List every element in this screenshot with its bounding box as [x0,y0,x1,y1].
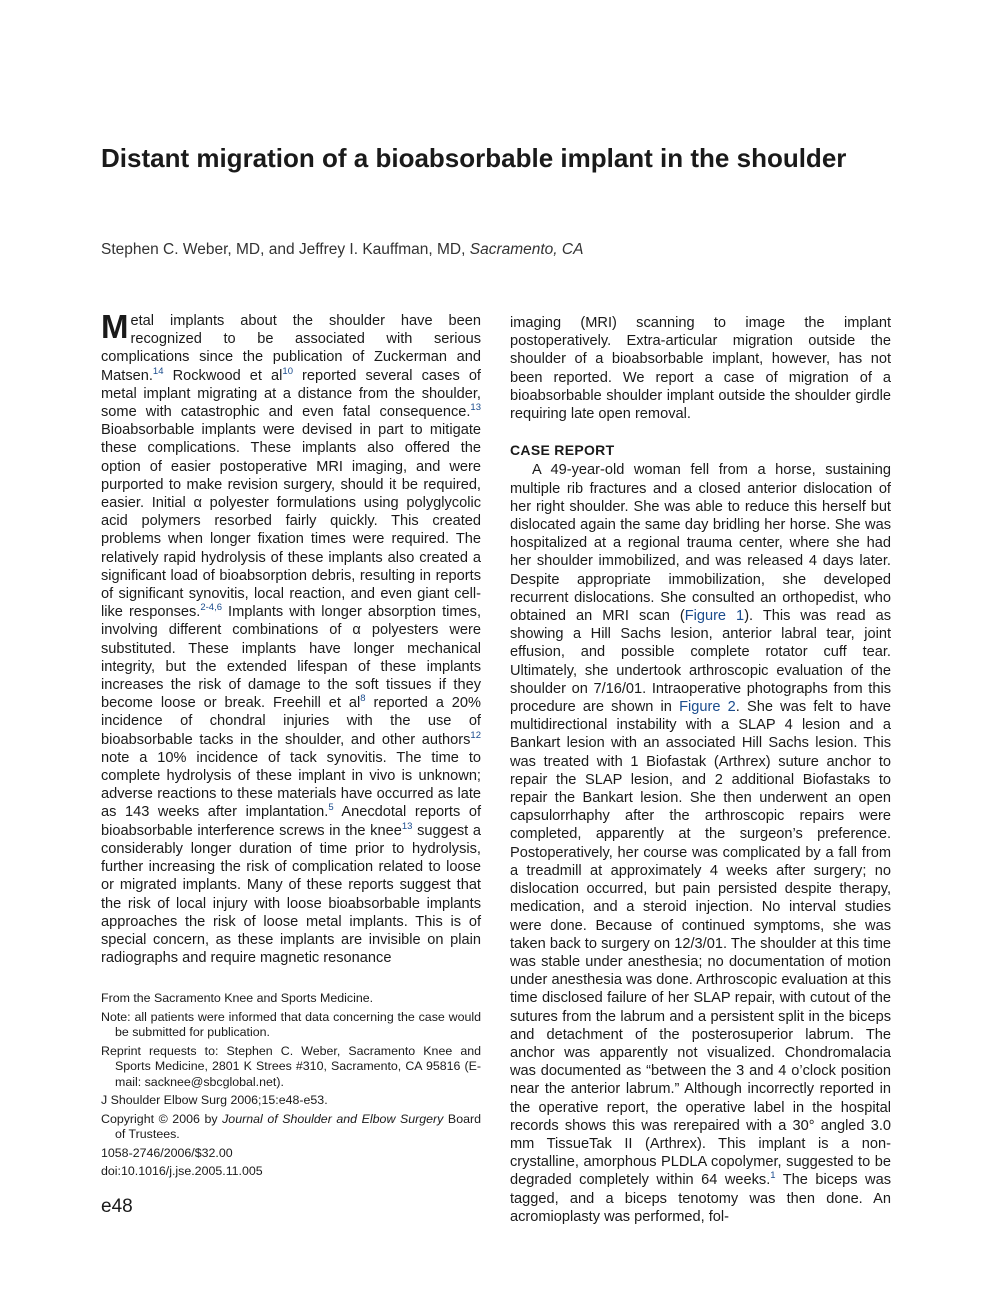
footnotes [101,991,481,1183]
footnote-doi: doi:10.1016/j.jse.2005.11.005 [101,1164,263,1178]
citation-ref[interactable]: 5 [328,802,334,814]
intro-paragraph [101,308,482,967]
left-column [101,308,482,967]
citation-ref[interactable]: 14 [152,365,164,377]
copyright-text: Board of Trustees. [115,1111,481,1141]
footnote-issn: 1058-2746/2006/$32.00 [101,1145,233,1160]
citation-ref[interactable]: 8 [360,693,366,705]
intro-text: etal implants about the shoulder have been recognized to be associated with serious complications since the publication of Zuckerman and Matsen. [101,313,481,384]
intro-text: Implants with longer absorption times, involving different combinations of α polyesters were substituted. These implants have longer mechanical integrity, but the extended lifespan of these implants increases the risk of damage to the soft tissues if they become loose or break. Freehill et al [101,604,481,712]
page-number: e48 [101,1196,133,1217]
copyright-text: Copyright © 2006 by [101,1111,223,1126]
figure-1-link[interactable]: Figure 1 [684,608,745,625]
journal-name: Journal of Shoulder and Elbow Surgery [222,1111,444,1126]
citation-ref[interactable]: 10 [282,365,293,377]
case-text: ). This was read as showing a Hill Sachs lesion, anterior labral tear, joint effusion, and possible complete rotator cuff tear. Ultimately, she undertook arthroscopic evaluation of the shoulder on 7/16/01. Intraoperative photographs from this procedure are shown in [510,608,891,716]
right-column [510,314,891,1226]
footnote-note: Note: all patients were informed that data concerning the case would be submitted for publication. [101,1009,481,1039]
article-title: Distant migration of a bioabsorbable implant in the shoulder [101,143,847,173]
intro-text: reported several cases of metal implant migrating at a distance from the shoulder, some with catastrophic and even fatal consequence. [101,367,481,421]
drop-cap: M [101,308,129,345]
intro-text: Bioabsorbable implants were devised in part to mitigate these complications. These implants also offered the option of easier postoperative MRI imaging, and were purported to make revision surgery, should it be required, easier. Initial α polyester formulations using polyglycolic acid polymers resorbed fairly quickly. This created problems when longer fixation times were required. The relatively rapid hydrolysis of these implants also created a significant load of bioabsorption debris, resulting in reports of significant synovitis, local reaction, and even giant cell-like responses. [101,422,481,621]
intro-text: suggest a considerably longer duration of time prior to hydrolysis, further increasing the risk of complication related to loose or migrated implants. Many of these reports suggest that the risk of local injury with loose bioabsorbable implants approaches the risk of loose metal implants. This is of special concern, as these implants are invisible on plain radiographs and require magnetic resonance [101,822,481,967]
intro-text: Rockwood et al [163,367,283,384]
case-text: The biceps was tagged, and a biceps tenotomy was then done. An acromioplasty was performed, fol- [510,1172,891,1225]
figure-2-link[interactable]: Figure 2 [679,699,736,716]
footnote-citation: J Shoulder Elbow Surg 2006;15:e48-e53. [101,1093,328,1107]
intro-text: Anecdotal reports of bioabsorbable interference screws in the knee [101,804,482,839]
case-text: . She was felt to have multidirectional instability with a SLAP 4 lesion and a Bankart lesion with an associated Hill Sachs lesion. This was treated with 1 Biofastak (Arthrex) suture anchor to repair the SLAP lesion, and 2 additional Biofastaks to repair the Bankart lesion. She then underwent an open capsulorrhaphy after the arthroscopic repairs were completed, apparently at the surgeon’s preference. Postoperatively, her course was complicated by a fall from a treadmill at approximately 4 weeks after surgery; no dislocation occurred, but pain persisted despite therapy, medication, and a steroid injection. No interval studies were done. Because of continued symptoms, she was taken back to surgery on 12/3/01. The shoulder at this time was stable under anesthesia; no documentation of motion under anesthesia was done. Arthroscopic evaluation at this time disclosed failure of her SLAP repair, with cutout of the sutures from the labrum and a persistent split in the biceps and detachment of the posterosuperior labrum. The anchor was apparently not visualized. Chondromalacia was documented as “between the 3 and 4 o’clock position near the anterior labrum.” Although incorrectly reported in the operative report, the operative label in the hospital records shows this was rerepaired with a 30° angled 3.0 mm TissueTak II (Arthrex). This implant is a non-crystalline, amorphous PLDLA copolymer, suggested to be degraded completely within 64 weeks. [510,699,891,1189]
footnote-reprint: Reprint requests to: Stephen C. Weber, Sacramento Knee and Sports Medicine, 2801 K Strees #310, Sacramento, CA 95816 (E-mail: sacknee@sbcglobal.net). [101,1043,481,1089]
citation-ref[interactable]: 12 [470,729,481,741]
footnote-affiliation: From the Sacramento Knee and Sports Medicine. [101,991,374,1005]
citation-ref[interactable]: 13 [470,402,481,414]
case-text: A 49-year-old woman fell from a horse, sustaining multiple rib fractures and a closed anterior dislocation of her right shoulder. She was able to reduce this herself but dislocated again the same day bridling her horse. She was hospitalized at a regional trauma center, where she had her shoulder immobilized, and was released 4 days later. Despite appropriate immobilization, she developed recurrent dislocations. She consulted an orthopedist, who obtained an MRI scan ( [510,462,891,625]
authors: Stephen C. Weber, MD, and Jeffrey I. Kauffman, MD, [101,241,470,258]
citation-ref[interactable]: 1 [770,1170,776,1182]
case-report-heading: CASE REPORT [510,442,615,459]
footnote-copyright [101,1112,481,1143]
intro-continued: imaging (MRI) scanning to image the implant postoperatively. Extra-articular migration outside the shoulder of a bioabsorbable implant, however, has not been reported. We report a case of migration of a bioabsorbable shoulder implant outside the shoulder girdle requiring late open removal. [510,315,891,423]
case-report-paragraph [510,461,891,1226]
author-location: Sacramento, CA [469,241,584,258]
author-line [101,241,583,259]
intro-text: note a 10% incidence of tack synovitis. The time to complete hydrolysis of these implant in vivo is unknown; adverse reactions to these materials have occurred as late as 143 weeks after implantation. [101,749,481,821]
intro-text: reported a 20% incidence of chondral injuries with the use of bioabsorbable tacks in the shoulder, and other authors [101,695,481,748]
citation-ref[interactable]: 13 [401,820,413,832]
citation-ref[interactable]: 2-4,6 [200,602,222,614]
